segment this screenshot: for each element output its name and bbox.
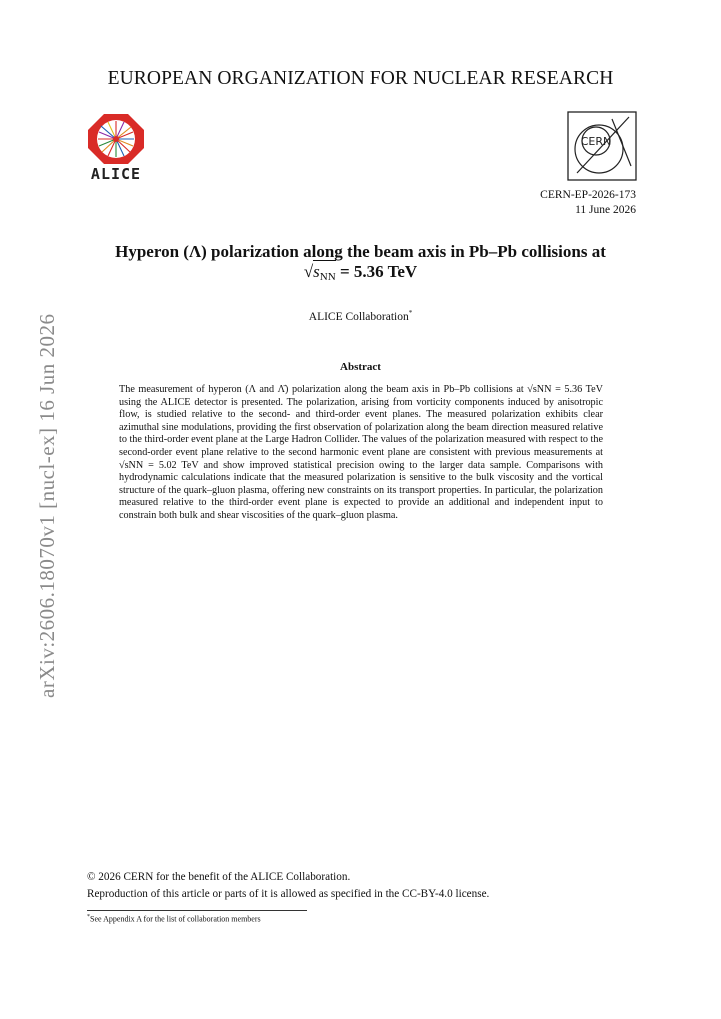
author-name: ALICE Collaboration bbox=[308, 310, 409, 323]
cern-logo bbox=[567, 111, 637, 181]
svg-text:CERN: CERN bbox=[580, 135, 612, 148]
author-line bbox=[80, 309, 641, 323]
title-energy bbox=[80, 262, 641, 283]
alice-logo-text: ALICE bbox=[90, 165, 142, 183]
abstract-heading: Abstract bbox=[340, 361, 381, 373]
footnote-divider bbox=[87, 910, 307, 911]
organization-header: EUROPEAN ORGANIZATION FOR NUCLEAR RESEARCH bbox=[107, 68, 614, 89]
abstract-text: The measurement of hyperon (Λ and Λ̄) polarization along the beam axis in Pb–Pb collisions at √sNN = 5.36 TeV using the ALICE detector is presented. The polarization, arising from vorticity components induced by anisotropic flow, is studied relative to the second- and third-order event planes. The measured polarization exhibits clear azimuthal sine modulations, providing the first observation of polarization along the beam direction measured relative to the third-order event plane at the Large Hadron Collider. The values of the polarization measured with respect to the second-order event plane relative to the second harmonic event plane are consistent with previous measurements at √sNN = 5.02 TeV and show improved statistical precision owing to the larger data sample. Comparisons with hydrodynamic calculations indicate that the measured polarization is sensitive to the bulk viscosity and the vortical structure of the quark–gluon plasma, offering new constraints on its transport properties. In particular, the polarization measured relative to the third-order event plane is expected to provide an additional and independent input to constrain both bulk and shear viscosities of the quark–gluon plasma. bbox=[119, 384, 603, 521]
report-number: CERN-EP-2026-173 bbox=[540, 189, 636, 201]
sqrt-symbol: √ bbox=[303, 262, 314, 281]
arxiv-identifier[interactable]: arXiv:2606.18070v1 [nucl-ex] 16 Jun 2026 bbox=[35, 313, 59, 698]
footnote bbox=[87, 914, 261, 924]
report-date: 11 June 2026 bbox=[575, 204, 636, 216]
report-metadata bbox=[540, 188, 636, 218]
alice-logo bbox=[86, 112, 146, 188]
footnote-mark: * bbox=[87, 914, 90, 920]
author-footnote-mark: * bbox=[408, 309, 413, 317]
abstract-body bbox=[119, 384, 603, 523]
footnote-text: See Appendix A for the list of collaboration members bbox=[90, 914, 261, 924]
cern-emblem-icon bbox=[567, 111, 637, 181]
copyright-block bbox=[87, 869, 647, 903]
energy-variable: $s_{NN}$ bbox=[313, 262, 336, 283]
paper-title: Hyperon (Λ) polarization along the beam axis in Pb–Pb collisions at bbox=[115, 242, 606, 261]
energy-value: = 5.36 TeV bbox=[339, 262, 418, 281]
alice-emblem-icon bbox=[86, 112, 146, 166]
license-line: Reproduction of this article or parts of it is allowed as specified in the CC-BY-4.0 license. bbox=[87, 888, 490, 900]
copyright-line: © 2026 CERN for the benefit of the ALICE Collaboration. bbox=[87, 871, 351, 883]
